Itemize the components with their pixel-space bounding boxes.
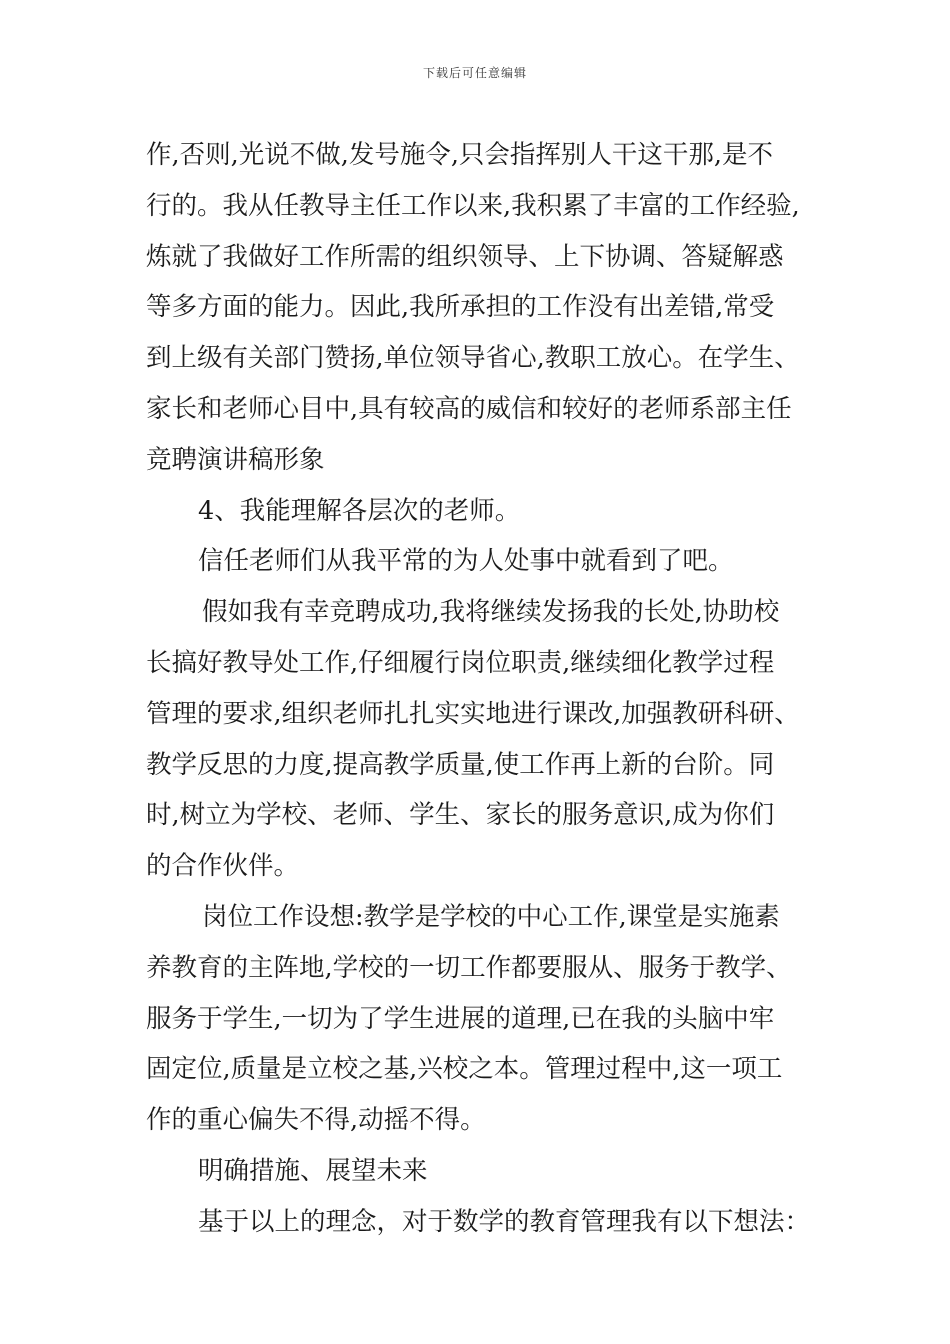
paragraph-first-line: 假如我有幸竞聘成功,我将继续发扬我的长处,协助校 — [202, 597, 780, 628]
text-line: 长搞好教导处工作,仔细履行岗位职责,继续细化教学过程 — [146, 647, 775, 678]
paragraph-first-line: 信任老师们从我平常的为人处事中就看到了吧。 — [198, 546, 734, 577]
text-line: 养教育的主阵地,学校的一切工作都要服从、服务于教学、 — [146, 952, 792, 983]
page-header: 下载后可任意编辑 — [422, 66, 527, 80]
text-line: 竞聘演讲稿形象 — [146, 444, 325, 475]
text-line: 固定位,质量是立校之基,兴校之本。管理过程中,这一项工 — [146, 1054, 783, 1085]
text-line: 管理的要求,组织老师扎扎实实地进行课改,加强教研科研、 — [146, 698, 800, 729]
text-line: 行的。我从任教导主任工作以来,我积累了丰富的工作经验, — [146, 190, 800, 221]
paragraph-first-line: 岗位工作设想:教学是学校的中心工作,课堂是实施素 — [202, 901, 780, 932]
text-line: 时,树立为学校、老师、学生、家长的服务意识,成为你们 — [146, 800, 775, 831]
paragraph-first-line: 4、我能理解各层次的老师。 — [198, 495, 521, 526]
section-heading: 明确措施、展望未来 — [198, 1155, 428, 1186]
text-line: 炼就了我做好工作所需的组织领导、上下协调、答疑解惑 — [146, 241, 784, 272]
text-line: 到上级有关部门赞扬,单位领导省心,教职工放心。在学生、 — [146, 343, 800, 374]
text-line: 作的重心偏失不得,动摇不得。 — [146, 1105, 486, 1136]
paragraph-first-line: 基于以上的理念，对于数学的教育管理我有以下想法： — [198, 1206, 811, 1237]
text-line: 家长和老师心目中,具有较高的威信和较好的老师系部主任 — [146, 393, 792, 424]
document-body — [146, 130, 826, 1248]
text-line: 教学反思的力度,提高教学质量,使工作再上新的台阶。同 — [146, 749, 775, 780]
text-line: 服务于学生,一切为了学生进展的道理,已在我的头脑中牢 — [146, 1003, 775, 1034]
text-line: 作,否则,光说不做,发号施令,只会指挥别人干这干那,是不 — [146, 140, 774, 170]
text-line: 的合作伙伴。 — [146, 851, 300, 882]
text-line: 等多方面的能力。因此,我所承担的工作没有出差错,常受 — [146, 292, 775, 323]
